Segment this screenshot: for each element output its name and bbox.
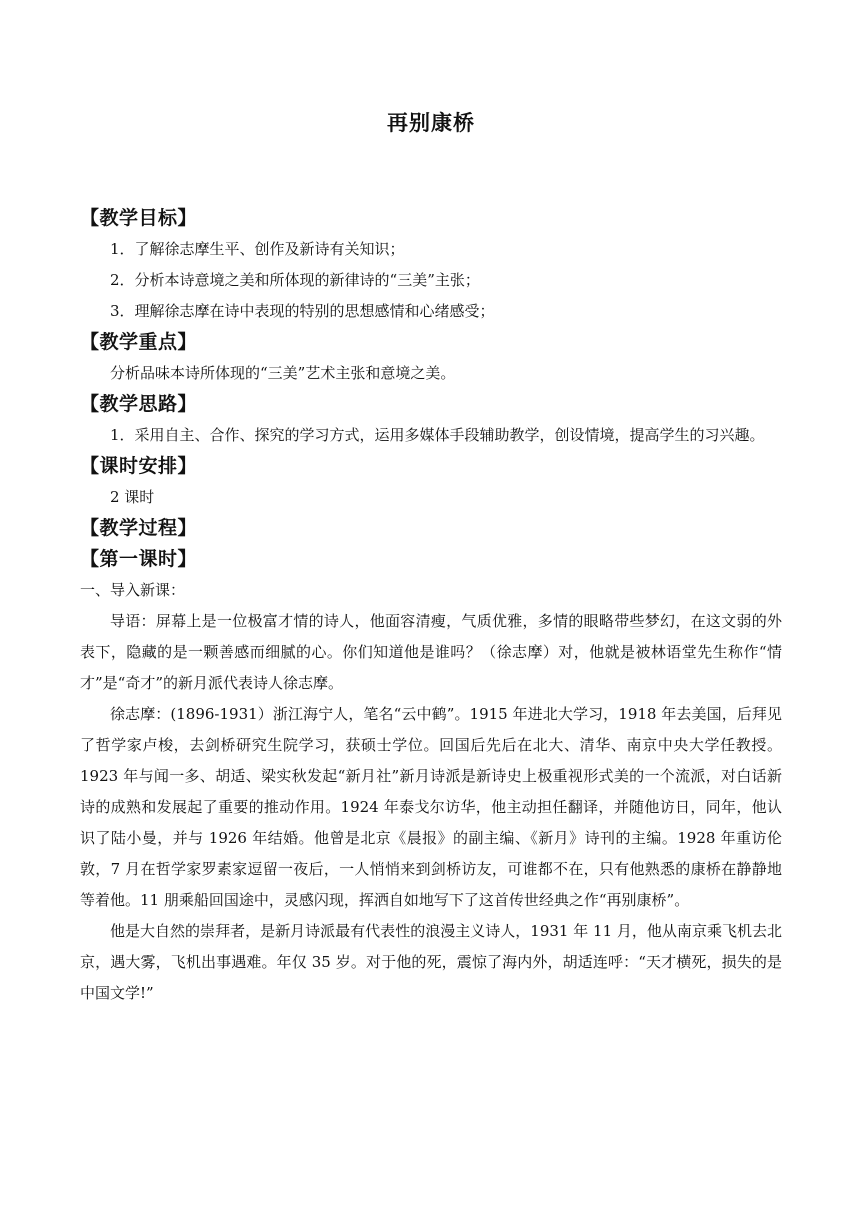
section-heading-goals: 【教学目标】 — [80, 207, 198, 229]
lesson-paragraph: 徐志摩：(1896-1931）浙江海宁人，笔名“云中鹤”。1915 年进北大学习，1918 年去美国，后拜见了哲学家卢梭，去剑桥研究生院学习，获硕士学位。回国后先后在北大、清华、南京中央大学任教授。1923 年与闻一多、胡适、梁实秋发起“新月社”新月诗派是新诗史上极重视形式美的一个流派，对白话新诗的成熟和发展起了重要的推动作用。1924 年泰戈尔访华，他主动担任翻译，并随他访日，同年，他认识了陆小曼，并与 1926 年结婚。他曾是北京《晨报》的副主编、《新月》诗刊的主编。1928 年重访伦敦，7 月在哲学家罗素家逗留一夜后，一人悄悄来到剑桥访友，可谁都不在，只有他熟悉的康桥在静静地等着他。11 朋乘船回国途中，灵感闪现，挥洒自如地写下了这首传世经典之作“再别康桥”。 — [80, 705, 782, 909]
section-heading-lesson1: 【第一课时】 — [80, 548, 198, 570]
goal-item: 1．了解徐志摩生平、创作及新诗有关知识； — [110, 240, 405, 258]
schedule-text: 2 课时 — [110, 488, 155, 506]
intro-label: 一、导入新课： — [80, 581, 186, 599]
section-heading-process: 【教学过程】 — [80, 517, 198, 539]
document-body — [80, 203, 782, 1009]
section-heading-schedule: 【课时安排】 — [80, 455, 198, 477]
approach-text: 1．采用自主、合作、探究的学习方式，运用多媒体手段辅助教学，创设情境，提高学生的习兴趣。 — [110, 426, 765, 444]
document-title: 再别康桥 — [387, 110, 475, 135]
focus-text: 分析品味本诗所体现的“三美”艺术主张和意境之美。 — [110, 364, 456, 382]
lesson-paragraph: 他是大自然的崇拜者，是新月诗派最有代表性的浪漫主义诗人，1931 年 11 月，他从南京乘飞机去北京，遇大雾，飞机出事遇难。年仅 35 岁。对于他的死，震惊了海内外，胡适连呼：“天才横死，损失的是中国文学!” — [80, 922, 782, 1002]
lesson-paragraph: 导语：屏幕上是一位极富才情的诗人，他面容清瘦，气质优雅，多情的眼略带些梦幻，在这文弱的外表下，隐藏的是一颗善感而细腻的心。你们知道他是谁吗？（徐志摩）对，他就是被林语堂先生称作“情才”是“奇才”的新月派代表诗人徐志摩。 — [80, 612, 782, 692]
section-heading-focus: 【教学重点】 — [80, 331, 198, 353]
goal-item: 3．理解徐志摩在诗中表现的特别的思想感情和心绪感受； — [110, 302, 495, 320]
section-heading-approach: 【教学思路】 — [80, 393, 198, 415]
goal-item: 2．分析本诗意境之美和所体现的新律诗的“三美”主张； — [110, 271, 480, 289]
